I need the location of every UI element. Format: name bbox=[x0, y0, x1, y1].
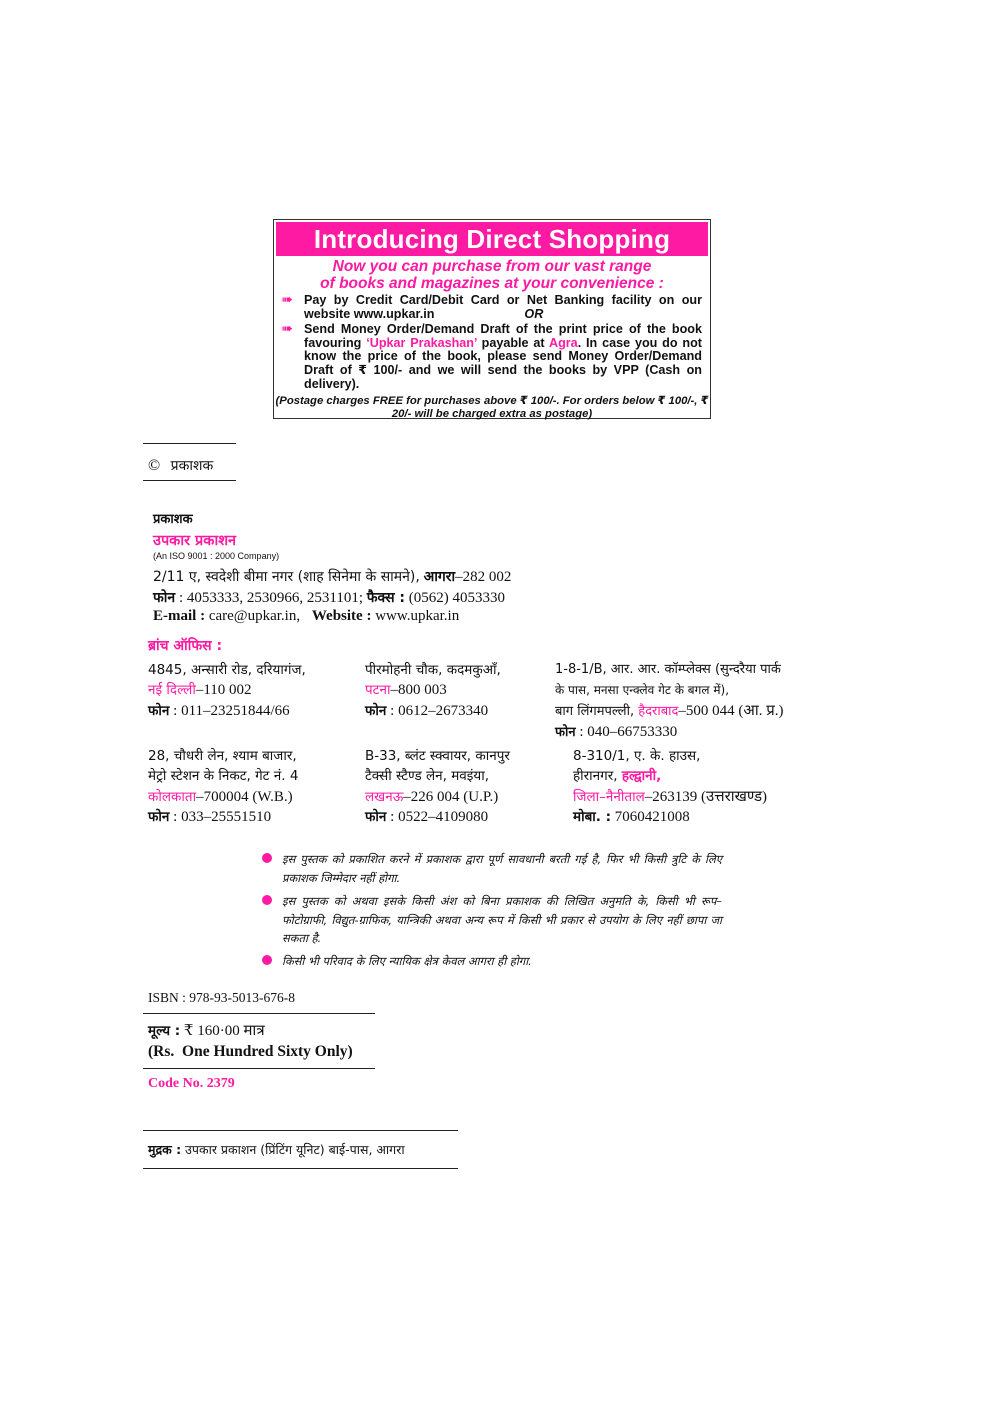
publisher-phone bbox=[153, 588, 505, 608]
notice-item bbox=[262, 892, 722, 948]
bullet-icon bbox=[262, 955, 272, 965]
branch-phone-label: फोन bbox=[365, 702, 387, 719]
divider bbox=[143, 1130, 458, 1131]
branch-pin: –800 003 bbox=[390, 682, 447, 699]
price-value: ₹ 160·00 मात्र bbox=[180, 1023, 265, 1039]
notice-item bbox=[262, 952, 722, 971]
printer-line bbox=[148, 1141, 405, 1158]
fax-label: फैक्स : bbox=[366, 590, 406, 606]
branch-phone-label: मोबा. : bbox=[573, 808, 612, 825]
divider bbox=[143, 1013, 375, 1014]
code-number: Code No. 2379 bbox=[148, 1076, 235, 1091]
website-label: Website : bbox=[311, 608, 372, 624]
direct-shopping-box bbox=[273, 219, 711, 419]
copyright-icon: © bbox=[148, 457, 161, 474]
branch-patna bbox=[365, 660, 501, 721]
branch-city: कोलकाता bbox=[148, 788, 197, 805]
notice-text: किसी भी परिवाद के लिए न्यायिक क्षेत्र केवल आगरा ही होगा. bbox=[282, 954, 532, 968]
promo-item2-post: . In case you do not know the price of the book, please send Money Order/Demand Draft of ₹ 100/- and we will send the books by VPP (Cash on delivery). bbox=[304, 335, 702, 391]
website-link[interactable]: www.upkar.in bbox=[371, 608, 460, 624]
branch-city: पटना bbox=[365, 682, 391, 699]
promo-or: OR bbox=[524, 306, 544, 321]
address-text: 2/11 ए, स्वदेशी बीमा नगर (शाह सिनेमा के सामने), bbox=[153, 569, 420, 585]
branch-pin: –700004 (W.B.) bbox=[196, 788, 293, 805]
promo-item-money-order bbox=[274, 320, 710, 391]
branch-phone: : 0522–4109080 bbox=[386, 808, 489, 825]
branch-line: बाग लिंगमपल्ली, bbox=[555, 703, 639, 719]
promo-item2-pre: Send Money Order/Demand Draft of the print price of the book favouring bbox=[304, 322, 702, 350]
price-words: (Rs. One Hundred Sixty Only) bbox=[148, 1043, 353, 1060]
branch-pin: –500 044 (आ. प्र.) bbox=[678, 702, 784, 719]
notice-item bbox=[262, 850, 722, 887]
iso-note: (An ISO 9001 : 2000 Company) bbox=[153, 551, 280, 561]
copyright-line bbox=[148, 456, 213, 475]
publisher-address bbox=[153, 567, 511, 587]
branch-line: B-33, ब्लंट स्क्वायर, कानपुर bbox=[365, 748, 510, 764]
promo-subtitle-line2: of books and magazines at your convenience : bbox=[320, 275, 664, 292]
branch-heading: ब्रांच ऑफिस : bbox=[148, 638, 223, 654]
branch-phone-label: फोन bbox=[148, 808, 170, 825]
phone-value: : 4053333, 2530966, 2531101; bbox=[175, 590, 367, 606]
promo-title: Introducing Direct Shopping bbox=[276, 222, 708, 256]
branch-pin: –263139 (उत्तराखण्ड) bbox=[644, 788, 768, 805]
branch-phone: : 0612–2673340 bbox=[386, 702, 489, 719]
notice-text: इस पुस्तक को अथवा इसके किसी अंश को बिना प्रकाशक की लिखित अनुमति के, किसी भी रूप–फोटोग्राफी, विद्युत-ग्राफिक, यान्त्रिकी अथवा अन्य रूप में किसी भी प्रकार से उपयोग के लिए नहीं छापा जा सकता है. bbox=[282, 894, 722, 946]
divider bbox=[143, 443, 236, 444]
bullet-icon bbox=[262, 853, 272, 863]
promo-subtitle-line1: Now you can purchase from our vast range bbox=[332, 258, 652, 275]
promo-postage-note: (Postage charges FREE for purchases above ₹ 100/-. For orders below ₹ 100/-, ₹ 20/- will be charged extra as postage) bbox=[275, 395, 709, 420]
printer-text: उपकार प्रकाशन (प्रिंटिंग यूनिट) बाई-पास, आगरा bbox=[181, 1142, 405, 1157]
branch-hyderabad bbox=[555, 660, 784, 743]
branch-line: के पास, मनसा एन्क्लेव गेट के बगल में), bbox=[555, 683, 730, 698]
isbn: ISBN : 978-93-5013-676-8 bbox=[148, 990, 295, 1005]
branch-city: हल्द्वानी, bbox=[621, 768, 662, 785]
promo-city: Agra bbox=[548, 335, 578, 350]
branch-line: पीरमोहनी चौक, कदमकुआँ, bbox=[365, 662, 501, 678]
bullet-icon bbox=[262, 895, 272, 905]
branch-phone: 7060421008 bbox=[611, 808, 690, 825]
branch-city: लखनऊ bbox=[365, 788, 404, 805]
publisher-contact bbox=[153, 606, 459, 626]
branch-pin: –226 004 (U.P.) bbox=[403, 788, 499, 805]
fax-value: (0562) 4053330 bbox=[405, 590, 506, 606]
branch-phone: : 040–66753330 bbox=[575, 723, 678, 740]
branch-kolkata bbox=[148, 746, 298, 827]
branch-lucknow bbox=[365, 746, 510, 827]
price-line bbox=[148, 1020, 265, 1040]
branch-city: नई दिल्ली bbox=[148, 682, 196, 699]
branch-line: 1-8-1/B, आर. आर. कॉम्प्लेक्स (सुन्दरैया पार्क bbox=[555, 662, 781, 677]
branch-phone-label: फोन bbox=[555, 724, 576, 740]
arrow-right-icon: ➠ bbox=[281, 291, 293, 307]
branch-delhi bbox=[148, 660, 306, 721]
promo-item2-mid: payable at bbox=[476, 335, 549, 350]
promo-subtitle bbox=[274, 258, 710, 292]
divider bbox=[143, 1068, 375, 1069]
branch-phone-label: फोन bbox=[365, 808, 387, 825]
promo-payee: ‘Upkar Prakashan’ bbox=[366, 335, 477, 350]
branch-line: मेट्रो स्टेशन के निकट, गेट नं. 4 bbox=[148, 768, 299, 785]
branch-city: हैदराबाद bbox=[638, 703, 679, 719]
email-link[interactable]: care@upkar.in, bbox=[205, 608, 301, 624]
branch-line: हीरानगर, bbox=[573, 768, 622, 785]
branch-pin: –110 002 bbox=[195, 682, 252, 699]
address-city: आगरा bbox=[423, 569, 456, 585]
publisher-label: प्रकाशक bbox=[153, 512, 193, 527]
branch-phone: : 011–23251844/66 bbox=[169, 702, 290, 719]
branch-phone: : 033–25551510 bbox=[169, 808, 272, 825]
price-label: मूल्य : bbox=[148, 1023, 181, 1039]
branch-line: 4845, अन्सारी रोड, दरियागंज, bbox=[148, 662, 306, 678]
branch-phone-label: फोन bbox=[148, 702, 170, 719]
address-pin: –282 002 bbox=[455, 569, 512, 585]
arrow-right-icon: ➠ bbox=[281, 320, 293, 337]
branch-line: 28, चौधरी लेन, श्याम बाजार, bbox=[148, 748, 297, 764]
phone-label: फोन bbox=[153, 590, 176, 606]
branch-haldwani bbox=[573, 746, 767, 827]
promo-item-online bbox=[274, 291, 710, 321]
divider bbox=[143, 480, 236, 481]
branch-line: 8-310/1, ए. के. हाउस, bbox=[573, 748, 701, 764]
email-label: E-mail : bbox=[153, 608, 206, 624]
divider bbox=[143, 1168, 458, 1169]
notice-text: इस पुस्तक को प्रकाशित करने में प्रकाशक द्वारा पूर्ण सावधानी बरती गई है, फिर भी किसी त्रुटि के लिए प्रकाशक जिम्मेदार नहीं होगा. bbox=[282, 852, 722, 885]
publisher-name: उपकार प्रकाशन bbox=[153, 533, 237, 549]
copyright-holder: प्रकाशक bbox=[170, 458, 214, 474]
printer-label: मुद्रक : bbox=[148, 1142, 182, 1157]
branch-line: टैक्सी स्टैण्ड लेन, मवइंया, bbox=[365, 768, 490, 785]
promo-item-online-text: Pay by Credit Card/Debit Card or Net Banking facility on our website www.upkar.in bbox=[304, 293, 702, 321]
branch-district: जिला–नैनीताल bbox=[573, 788, 645, 805]
